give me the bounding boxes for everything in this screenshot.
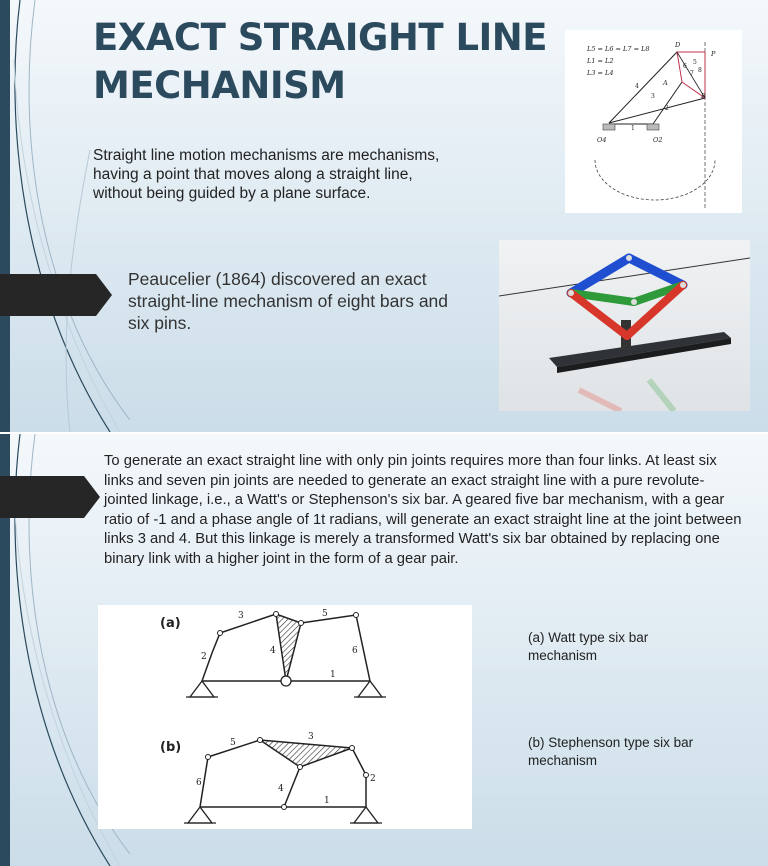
label-P: P: [711, 50, 716, 58]
fig-b-label: (b): [160, 740, 182, 755]
six-bar-paragraph: To generate an exact straight line with only pin joints requires more than four links. At least six links and seven pin joints are needed to generate an exact straight line with a pure revolute-jointed linkage, i.e., a Watt's or Stephenson's six bar. A geared five bar mechanism, with a gear ratio of -1 and a phase angle of 1t radians, will generate an exact straight line at the joint between links 3 and 4. But this linkage is merely a transformed Watt's six bar obtained by replacing one binary link with a higher joint in the form of a gear pair.: [104, 453, 742, 567]
label-B: B: [701, 92, 706, 100]
caption-stephenson: (b) Stephenson type six bar mechanism: [528, 735, 694, 768]
title-line-1: EXACT STRAIGHT LINE: [93, 16, 548, 59]
fig-b-link-5: 5: [230, 738, 236, 748]
fig-a-link-3: 3: [238, 611, 244, 621]
six-bar-figure: [98, 605, 472, 829]
peaucellier-3d-render: [499, 240, 750, 411]
fig-b-link-1: 1: [324, 796, 330, 806]
fig-b-link-2: 2: [370, 774, 376, 784]
equation-2: L1 = L2: [587, 57, 614, 65]
slide-1: [0, 0, 768, 432]
fig-b-link-4: 4: [278, 784, 284, 794]
label-D: D: [675, 41, 681, 49]
label-5: 5: [693, 59, 697, 66]
peaucelier-text: Peaucelier (1864) discovered an exact straight-line mechanism of eight bars and six pins.: [128, 269, 449, 333]
arrow-bullet-1: [0, 274, 96, 316]
caption-watt: (a) Watt type six bar mechanism: [528, 630, 649, 663]
label-7: 7: [690, 70, 694, 77]
slide-title: [93, 14, 563, 110]
label-O4: O4: [597, 136, 607, 144]
fig-b-link-6: 6: [196, 778, 202, 788]
fig-a-link-5: 5: [322, 609, 328, 619]
fig-a-link-6: 6: [352, 646, 358, 656]
label-4: 4: [635, 83, 639, 90]
equation-3: L3 = L4: [587, 69, 614, 77]
fig-a-link-4: 4: [270, 646, 276, 656]
left-accent-bar: [0, 0, 10, 432]
label-O2: O2: [653, 136, 663, 144]
label-A: A: [663, 79, 668, 87]
equation-1: L5 = L6 = L7 = L8: [587, 45, 650, 53]
fig-a-link-2: 2: [201, 652, 207, 662]
slide-2: [0, 434, 768, 866]
label-6: 6: [683, 63, 687, 70]
label-1: 1: [631, 125, 635, 132]
fig-a-label: (a): [160, 616, 181, 631]
arrow-bullet-2: [0, 476, 84, 518]
peaucellier-diagram: [565, 30, 742, 213]
label-2: 2: [665, 105, 669, 112]
fig-b-link-3: 3: [308, 732, 314, 742]
title-line-2: MECHANISM: [93, 64, 346, 107]
intro-text: Straight line motion mechanisms are mechanisms, having a point that moves along a straight line, without being guided by a plane surface.: [93, 147, 440, 202]
label-8: 8: [698, 67, 702, 74]
label-3: 3: [651, 93, 655, 100]
fig-a-link-1: 1: [330, 670, 336, 680]
